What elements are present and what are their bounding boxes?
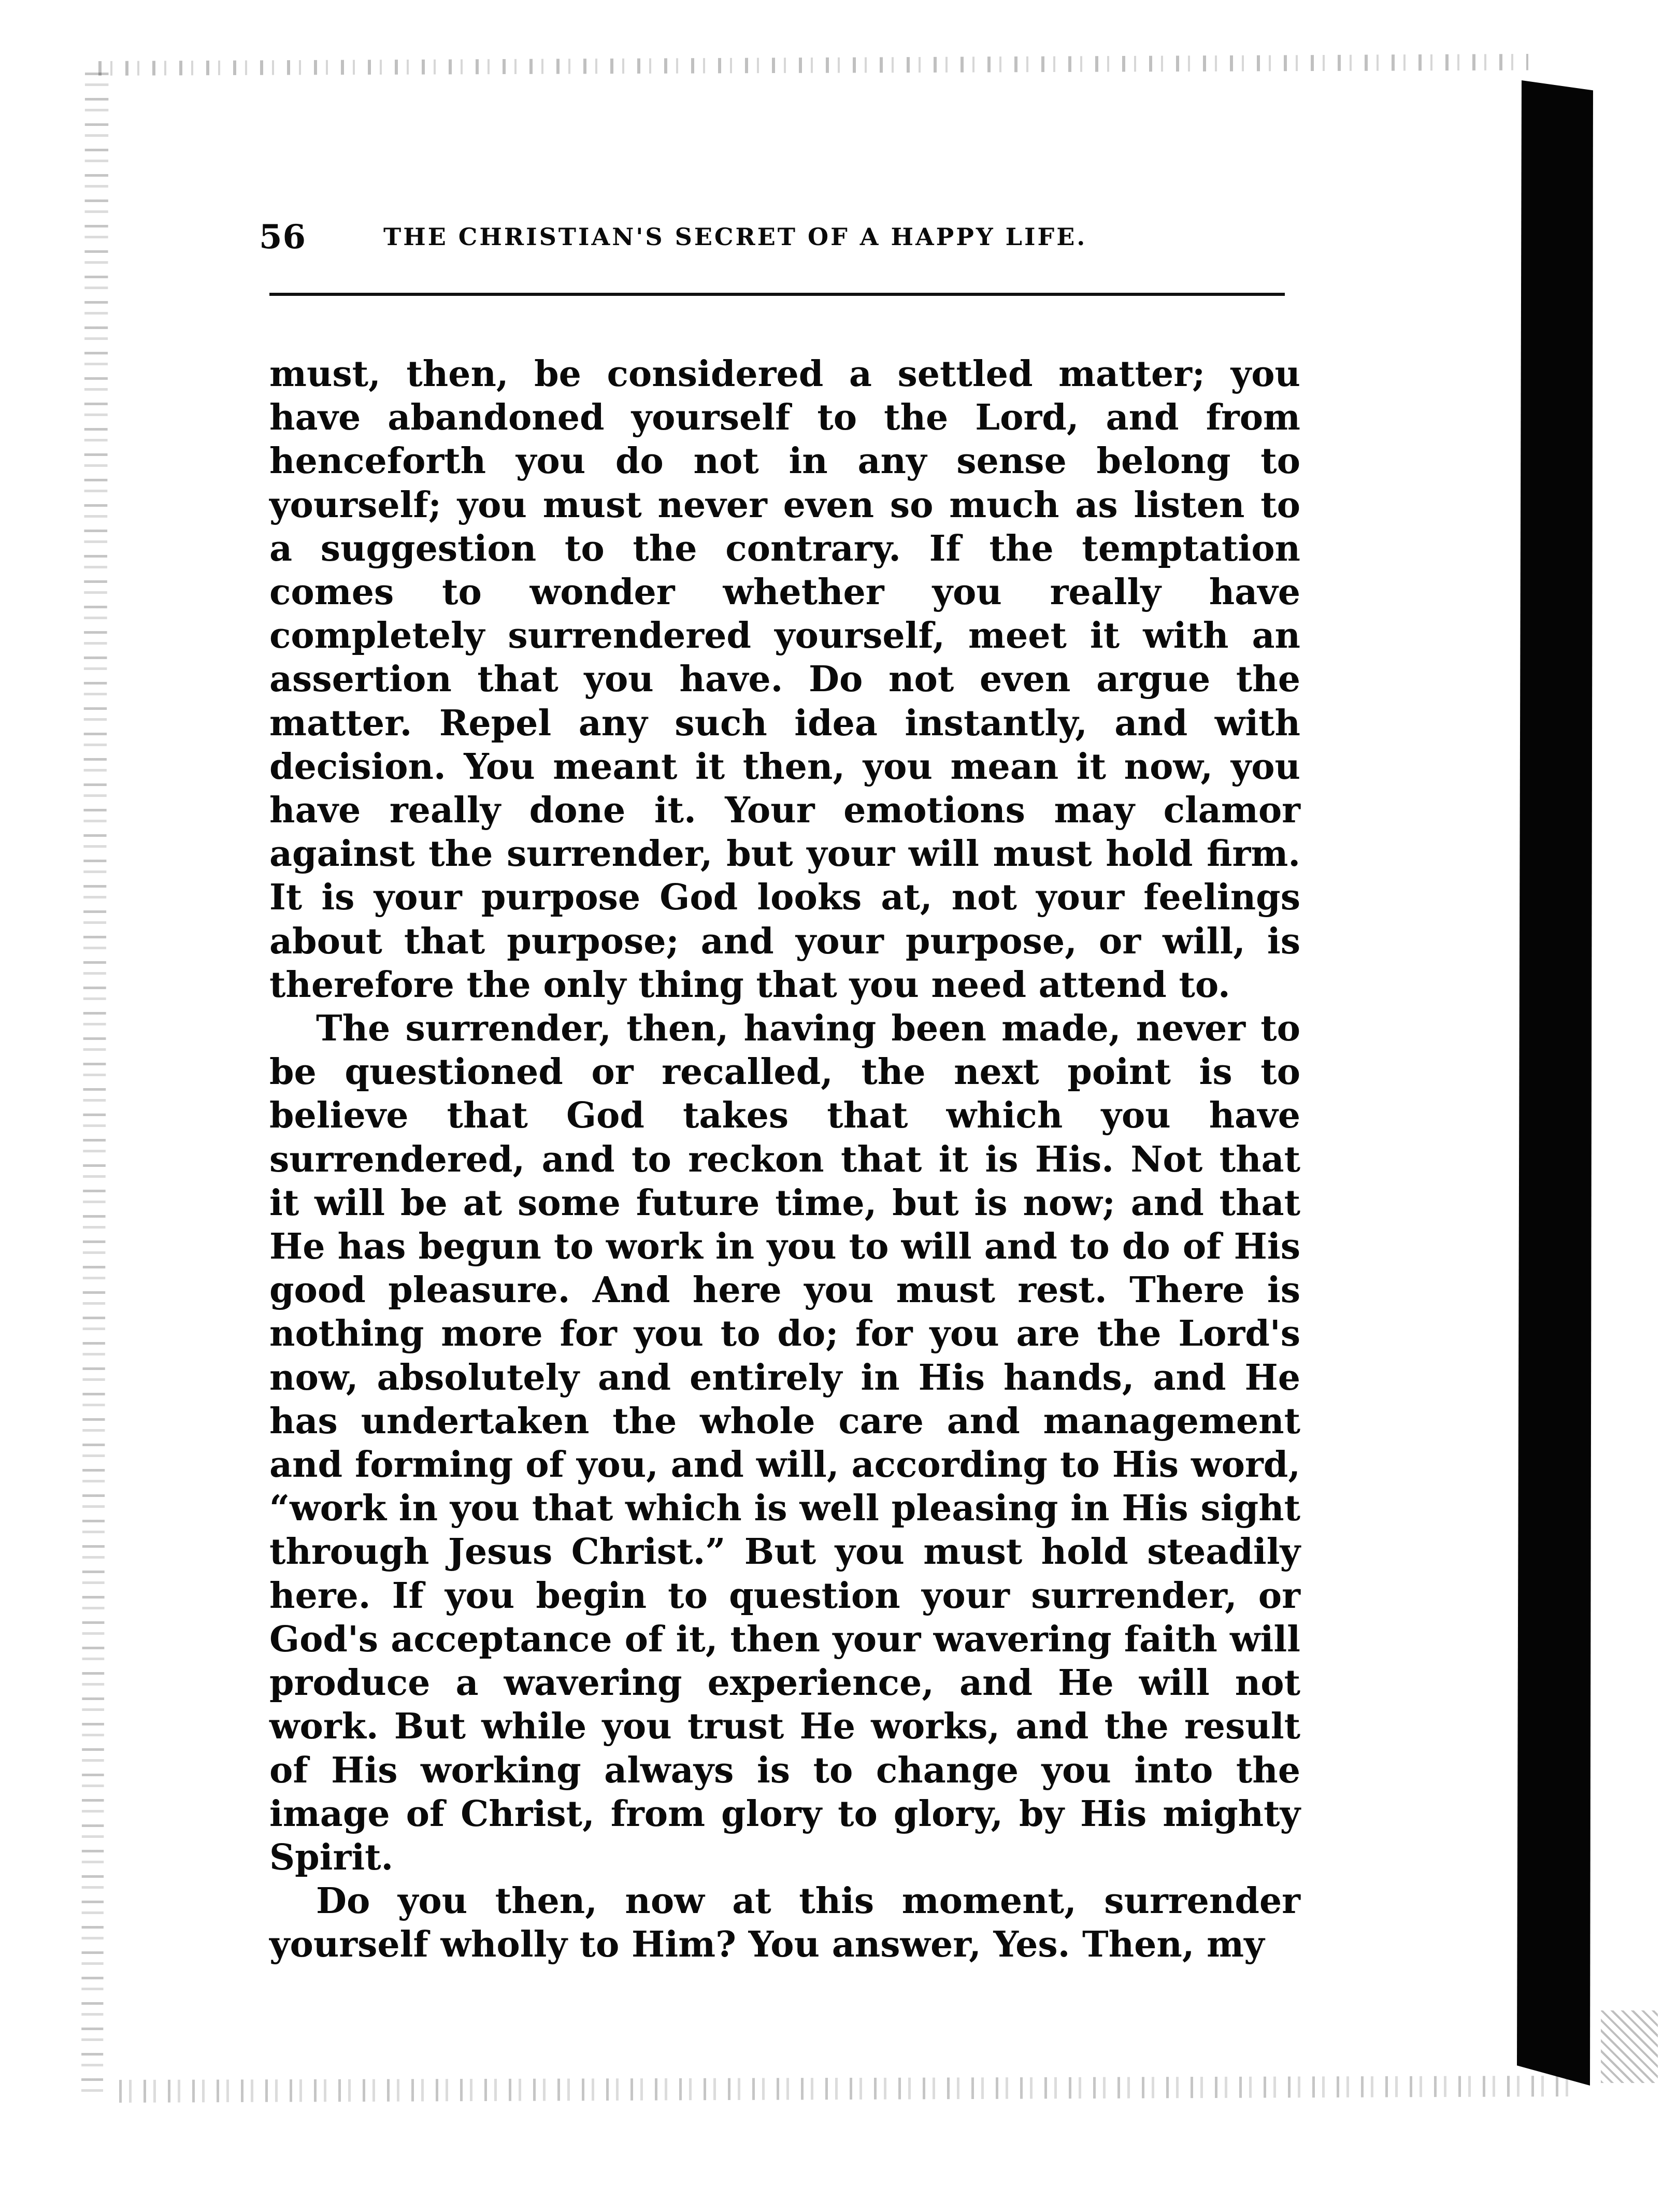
paragraph: Do you then, now at this moment, surrender yourself wholly to Him? You answer, Yes. Then, my [269,1880,1300,1966]
scan-noise-top [98,47,1528,83]
paragraph-continued: must, then, be considered a settled matter; you have abandoned yourself to the Lord, and from henceforth you do not in any sense belong to yourself; you must never even so much as listen to a suggestion to the contrary. If the temptation comes to wonder whether you really have completely surrendered yourself, meet it with an assertion that you have. Do not even argue the matter. Repel any such idea instantly, and with decision. You meant it then, you mean it now, you have really done it. Your emotions may clamor against the surrender, but your will must hold firm. It is your purpose God looks at, not your feelings about that purpose; and your purpose, or will, is therefore the only thing that you need attend to. [269,353,1300,1006]
scan-noise-right [1601,2010,1658,2083]
running-title: THE CHRISTIAN'S SECRET OF A HAPPY LIFE. [383,223,1087,251]
scan-noise-left [78,73,114,2093]
scan-noise-bottom [119,2067,1570,2109]
page-header [259,218,1285,259]
paragraph: The surrender, then, having been made, never to be questioned or recalled, the next point is to believe that God takes that which you have surrendered, and to reckon that it is His. Not that it will be at some future time, but is now; and that He has begun to work in you to will and to do of His good pleasure. And here you must rest. There is nothing more for you to do; for you are the Lord's now, absolutely and entirely in His hands, and He has undertaken the whole care and management and forming of you, and will, according to His word, “work in you that which is well pleasing in His sight through Jesus Christ.” But you must hold steadily here. If you begin to question your surrender, or God's acceptance of it, then your wavering faith will produce a wavering experience, and He will not work. But while you trust He works, and the result of His working always is to change you into the image of Christ, from glory to glory, by His mighty Spirit. [269,1008,1300,1878]
body-text [269,352,1300,1967]
header-rule [269,293,1285,296]
scan-edge-shadow [1515,80,1593,2086]
page-number: 56 [259,218,307,256]
